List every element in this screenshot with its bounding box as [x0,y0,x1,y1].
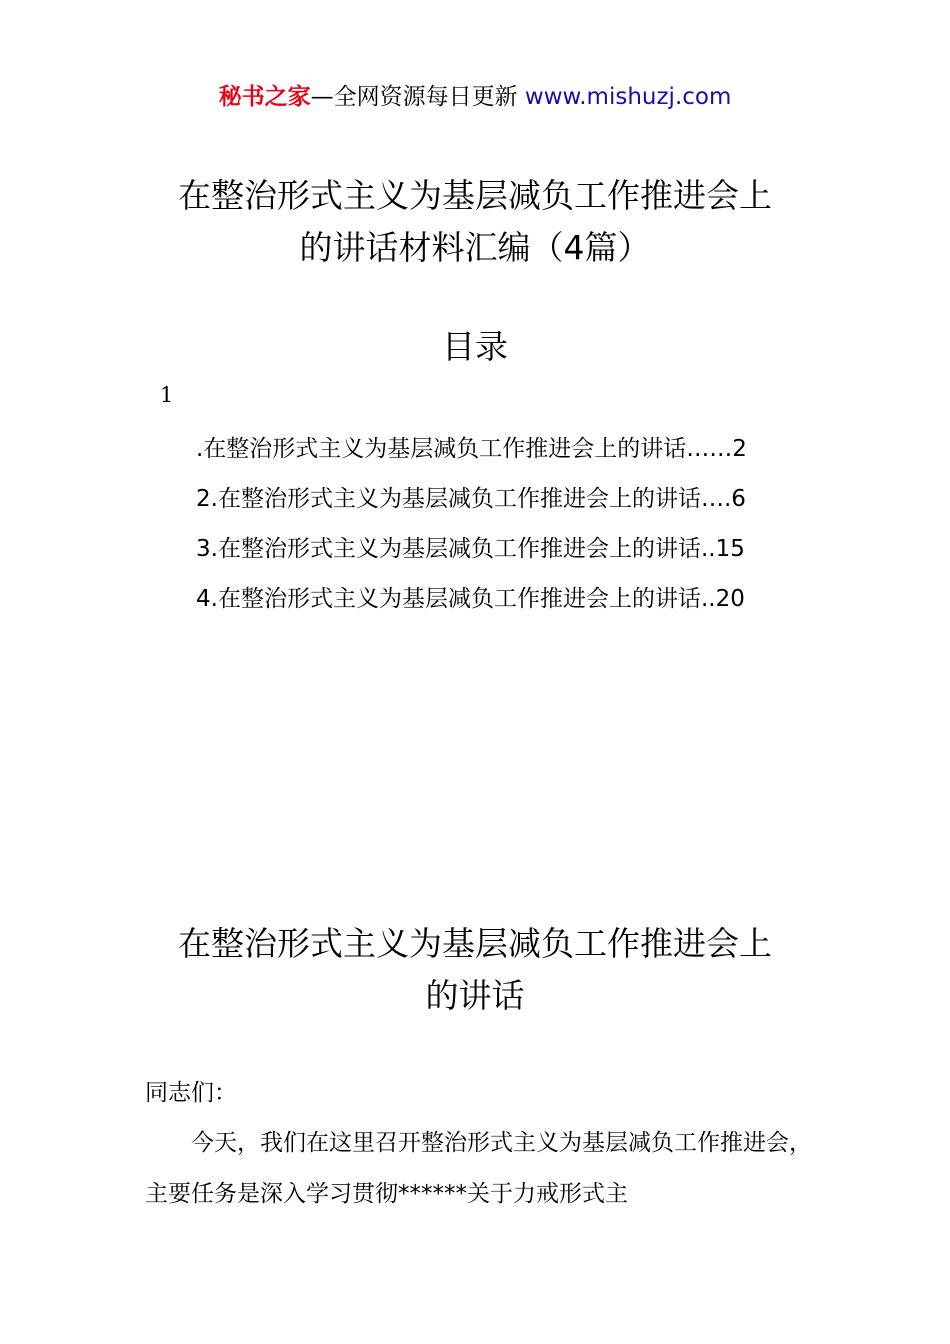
document-title [100,170,850,274]
document-title-line-2: 的讲话材料汇编（4篇） [299,228,651,267]
toc-item-4[interactable]: 4.在整治形式主义为基层减负工作推进会上的讲话..20 [196,586,745,612]
document-title-line-1: 在整治形式主义为基层减负工作推进会上 [178,176,772,215]
site-url-link[interactable]: www.mishuzj.com [524,84,732,110]
toc-item-2[interactable]: 2.在整治形式主义为基层减负工作推进会上的讲话….6 [196,486,746,512]
section-title-line-2: 的讲话 [425,976,525,1015]
section-title-line-1: 在整治形式主义为基层减负工作推进会上 [178,924,772,963]
table-of-contents [196,424,811,624]
body-paragraph: 今天，我们在这里召开整治形式主义为基层减负工作推进会，主要任务是深入学习贯彻******关于力戒形式主 [145,1130,812,1207]
brand-name: 秘书之家 [218,84,311,110]
section-title [100,918,850,1022]
site-header [0,82,950,112]
toc-heading: 目录 [442,327,508,366]
salutation: 同志们： [145,1080,237,1106]
toc-item-3[interactable]: 3.在整治形式主义为基层减负工作推进会上的讲话..15 [196,536,745,562]
toc-stray-number: 1 [160,383,174,407]
header-tagline: —全网资源每日更新 [310,84,518,110]
toc-item-1[interactable]: .在整治形式主义为基层减负工作推进会上的讲话……2 [196,436,747,462]
